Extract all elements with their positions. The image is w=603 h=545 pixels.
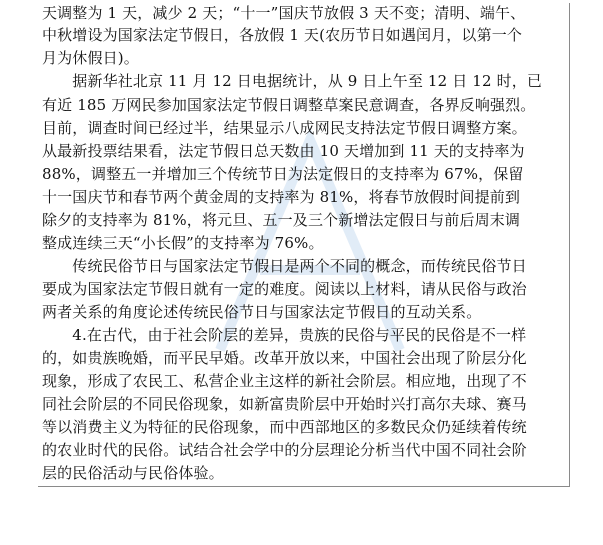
text-line: 等以消费主义为特征的民俗现象，而中西部地区的多数民众仍延续着传统 xyxy=(42,418,527,436)
text-line: 传统民俗节日与国家法定节假日是两个不同的概念，而传统民俗节日 xyxy=(42,257,527,275)
document-text-box xyxy=(38,3,570,487)
text-line: 除夕的支持率为 81%，将元旦、五一及三个新增法定假日与前后周末调 xyxy=(42,211,521,229)
text-line: 目前，调查时间已经过半，结果显示八成网民支持法定节假日调整方案。 xyxy=(42,119,527,137)
text-line: 月为休假日)。 xyxy=(42,49,139,67)
text-line: 有近 185 万网民参加国家法定节假日调整草案民意调查，各界反响强烈。 xyxy=(42,96,536,114)
text-line: 同社会阶层的不同民俗现象，如新富贵阶层中开始时兴打高尔夫球、赛马 xyxy=(42,395,527,413)
text-line: 天调整为 1 天，减少 2 天；“十一”国庆节放假 3 天不变；清明、端午、 xyxy=(42,4,526,22)
text-line: 4.在古代，由于社会阶层的差异，贵族的民俗与平民的民俗是不一样 xyxy=(42,326,527,344)
text-line: 从最新投票结果看，法定节假日总天数由 10 天增加到 11 天的支持率为 xyxy=(42,142,525,160)
text-line: 十一国庆节和春节两个黄金周的支持率为 81%，将春节放假时间提前到 xyxy=(42,188,521,206)
text-line: 现象，形成了农民工、私营企业主这样的新社会阶层。相应地，出现了不 xyxy=(42,372,527,390)
text-line: 整成连续三天“小长假”的支持率为 76%。 xyxy=(42,234,324,252)
text-line: 的农业时代的民俗。试结合社会学中的分层理论分析当代中国不同社会阶 xyxy=(42,441,527,459)
text-line: 的，如贵族晚婚，而平民早婚。改革开放以来，中国社会出现了阶层分化 xyxy=(42,349,527,367)
text-line: 据新华社北京 11 月 12 日电据统计，从 9 日上午至 12 日 12 时，已 xyxy=(42,72,543,90)
text-line: 两者关系的角度论述传统民俗节日与国家法定节假日的互动关系。 xyxy=(42,303,482,321)
text-line: 中秋增设为国家法定节假日，各放假 1 天(农历节日如遇闰月，以第一个 xyxy=(42,26,523,44)
text-line: 要成为国家法定节假日就有一定的难度。阅读以上材料，请从民俗与政治 xyxy=(42,280,527,298)
text-line: 层的民俗活动与民俗体验。 xyxy=(42,464,224,482)
text-line: 88%，调整五一并增加三个传统节日为法定假日的支持率为 67%，保留 xyxy=(42,165,524,183)
